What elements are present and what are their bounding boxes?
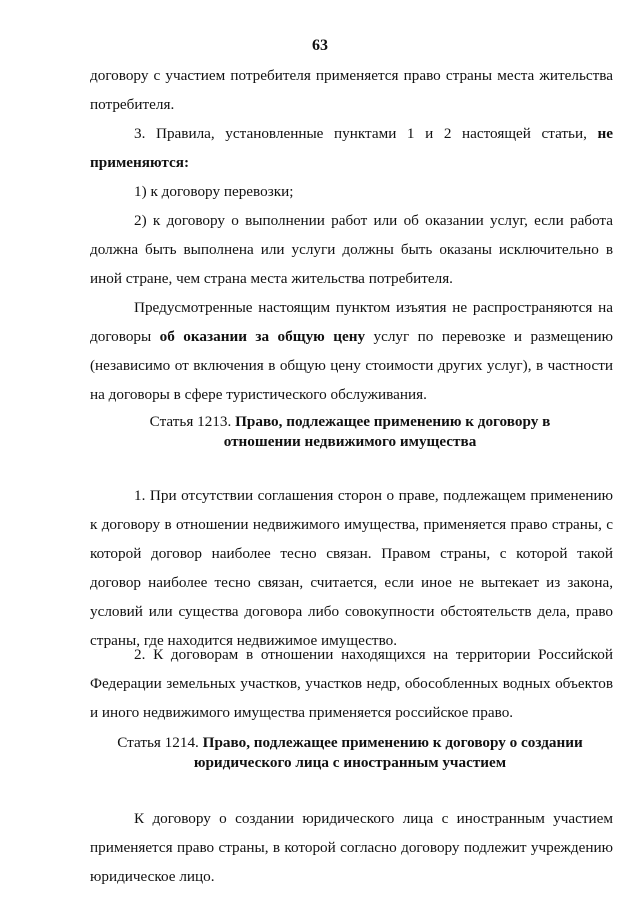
paragraph-3-text: 3. Правила, установленные пунктами 1 и 2 настоящей статьи, xyxy=(134,125,598,142)
article-1213-paragraph-1: 1. При отсутствии соглашения сторон о праве, подлежащем применению к договору в отношении недвижимого имущества, применяется право страны, с которой договор наиболее тесно связан. Правом страны, с которой такой договор наиболее тесно связан, считается, если иное не вытекает из закона, условий или существа договора либо совокупности обстоятельств дела, право страны, где находится недвижимое имущество. xyxy=(90,487,613,649)
article-1213-heading xyxy=(100,412,600,452)
article-1214-heading-line2 xyxy=(100,753,600,773)
article-1214-paragraph-1: К договору о создании юридического лица с иностранным участием применяется право страны, в которой согласно договору подлежит учреждению юридическое лицо. xyxy=(90,810,613,885)
exceptions-text-start: Предусмотренные настоящим пунктом изъятия не распространяются на договоры xyxy=(90,299,613,345)
article-1213-title-line1: Право, подлежащее применению к договору в xyxy=(235,413,551,430)
article-1214-title-line2: юридического лица с иностранным участием xyxy=(193,754,507,771)
paragraph-3-bold: не применяются: xyxy=(90,125,613,171)
article-1213-prefix: Статья 1213. xyxy=(149,413,236,430)
article-1213-heading-line1 xyxy=(100,412,600,432)
paragraph-exceptions xyxy=(90,293,613,409)
article-1214-title-line1: Право, подлежащее применению к договору о создании xyxy=(202,734,583,751)
article-1214-heading-line1 xyxy=(100,733,600,753)
list-item-2: 2) к договору о выполнении работ или об оказании услуг, если работа должна быть выполнена или услуги должны быть оказаны исключительно в иной стране, чем страна места жительства потребителя. xyxy=(90,212,613,287)
paragraph-continuation: договору с участием потребителя применяется право страны места жительства потребителя. xyxy=(90,67,613,113)
article-1213-heading-line2 xyxy=(100,432,600,452)
list-item-1: 1) к договору перевозки; xyxy=(134,183,294,200)
article-1214-heading xyxy=(100,733,600,773)
page-number: 63 xyxy=(312,37,328,54)
exceptions-bold: об оказании за общую цену xyxy=(159,328,366,345)
article-1214-prefix: Статья 1214. xyxy=(117,734,203,751)
paragraph-3 xyxy=(90,119,613,177)
exceptions-text-end: услуг по перевозке и размещению (независимо от включения в общую цену стоимости других услуг), в частности на договоры в сфере туристического обслуживания. xyxy=(90,328,613,403)
article-1213-paragraph-2: 2. К договорам в отношении находящихся на территории Российской Федерации земельных участков, участков недр, обособленных водных объектов и иного недвижимого имущества применяется российское право. xyxy=(90,646,613,721)
article-1213-title-line2: отношении недвижимого имущества xyxy=(223,433,477,450)
